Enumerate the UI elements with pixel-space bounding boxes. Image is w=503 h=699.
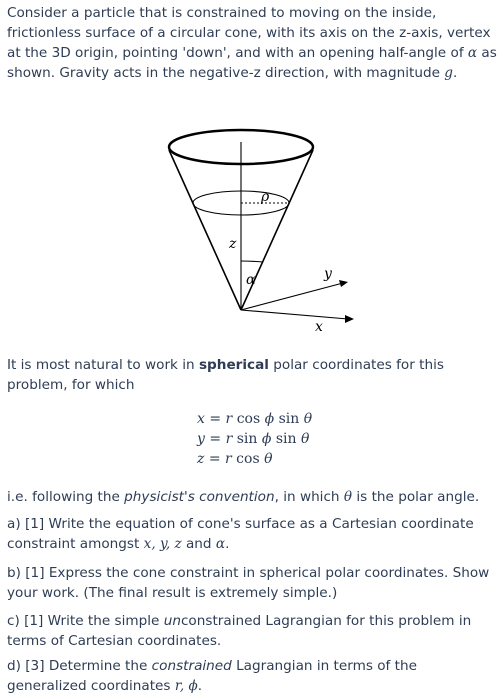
para3-text-2: , in which	[274, 489, 344, 505]
eq-x-phi: ϕ	[264, 411, 275, 427]
eq-z-lhs: z	[197, 451, 205, 467]
qd-text-2: Lagrangian in terms of the generalized coordinates	[7, 658, 417, 694]
intro-paragraph	[7, 3, 497, 83]
para3-text-3: is the polar angle.	[352, 489, 480, 505]
cone-left-side	[169, 150, 241, 310]
physicists-convention: physicist's convention	[124, 489, 275, 505]
eq-y-theta: θ	[301, 431, 310, 447]
qa-text-2: and	[181, 536, 216, 552]
rho-label: ρ	[261, 189, 270, 205]
qa-alpha: α	[215, 536, 226, 552]
spherical-equations	[197, 409, 397, 469]
eq-y-lhs: y	[197, 431, 205, 447]
x-axis	[241, 310, 348, 319]
intro-text-3: .	[453, 65, 458, 81]
eq-x-r: r	[225, 411, 233, 427]
equation-y	[197, 429, 397, 449]
eq-z-cos: cos	[231, 451, 265, 467]
y-axis	[241, 283, 343, 310]
qa-text-3: .	[225, 536, 230, 552]
cone-figure	[143, 92, 362, 336]
question-c	[7, 611, 497, 651]
eq-z-r: r	[225, 451, 232, 467]
alpha-symbol: α	[467, 45, 478, 61]
para2-text-2: polar coordinates for this problem, for which	[7, 357, 444, 393]
eq-y-r: r	[225, 431, 233, 447]
qd-vars: r, ϕ	[174, 678, 198, 694]
spherical-bold: spherical	[198, 357, 269, 373]
qa-text-1: a) [1] Write the equation of cone's surface as a Cartesian coordinate constraint amongst	[7, 516, 474, 552]
intro-text-2: as shown. Gravity acts in the negative-z direction, with magnitude	[7, 45, 497, 81]
alpha-label: α	[246, 272, 256, 288]
y-label: y	[324, 266, 332, 282]
equation-x	[197, 409, 397, 429]
eq-y-equals: =	[204, 431, 226, 447]
eq-y-sin: sin	[232, 431, 262, 447]
qa-vars: x, y, z	[143, 536, 182, 552]
z-label: z	[229, 236, 237, 252]
question-d	[7, 656, 497, 696]
eq-x-theta: θ	[303, 411, 313, 427]
coordinates-paragraph	[7, 355, 497, 395]
qc-un: un	[163, 613, 181, 629]
qc-text-2: constrained Lagrangian for this problem in terms of Cartesian coordinates.	[7, 613, 472, 649]
eq-x-sin: sin	[274, 411, 304, 427]
eq-z-theta: θ	[264, 451, 273, 467]
qc-text-1: c) [1] Write the simple	[7, 613, 164, 629]
intro-text-1: Consider a particle that is constrained to moving on the inside, frictionless surface of a circular cone, with its axis on the z-axis, vertex at the 3D origin, pointing 'down', and with an opening half-angle of	[7, 5, 491, 61]
g-symbol: g	[444, 65, 453, 81]
question-a	[7, 514, 497, 554]
theta-symbol: θ	[343, 489, 353, 505]
x-axis-arrow	[345, 315, 354, 323]
eq-x-cos: cos	[232, 411, 265, 427]
eq-y-sin2: sin	[271, 431, 301, 447]
para2-text-1: It is most natural to work in	[7, 357, 199, 373]
question-b: b) [1] Express the cone constraint in spherical polar coordinates. Show your work. (The final result is extremely simple.)	[7, 565, 490, 601]
qd-text-3: .	[197, 678, 203, 694]
qd-text-1: d) [3] Determine the	[7, 658, 152, 674]
para3-text-1: i.e. following the	[7, 489, 125, 505]
alpha-angle-arc	[241, 261, 263, 262]
eq-y-phi: ϕ	[261, 431, 272, 447]
x-label: x	[315, 319, 323, 335]
qd-constrained: constrained	[151, 658, 232, 674]
y-axis-arrow	[339, 280, 348, 287]
cone-diagram	[143, 92, 362, 336]
equation-z	[197, 449, 397, 469]
convention-paragraph	[7, 487, 497, 507]
eq-z-equals: =	[204, 451, 226, 467]
eq-x-lhs: x	[197, 411, 205, 427]
eq-x-equals: =	[204, 411, 226, 427]
